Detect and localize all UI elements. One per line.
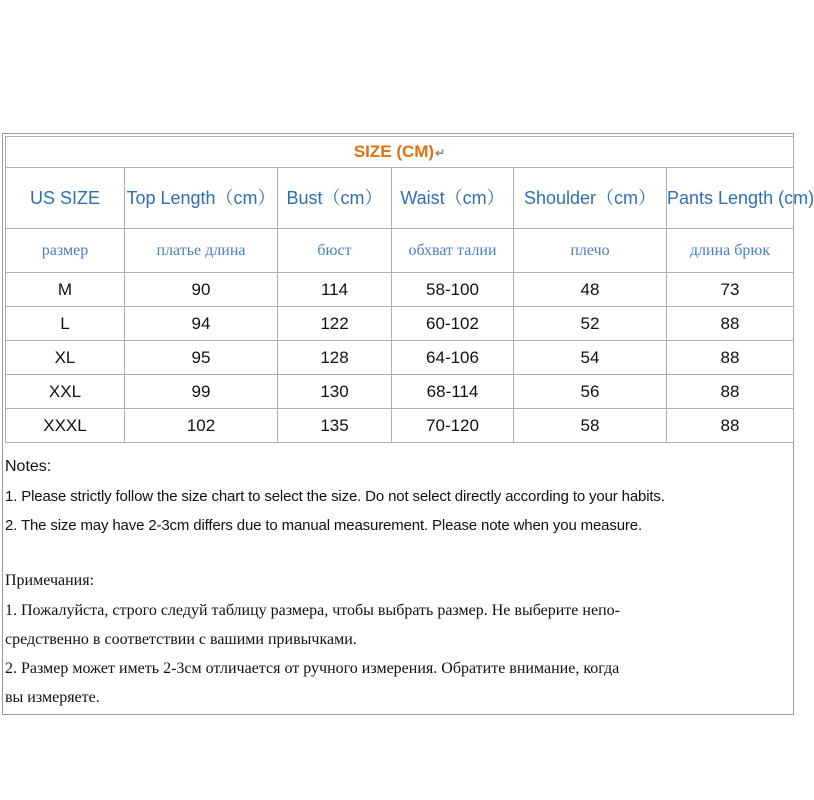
cell-top-length: 90 [125, 273, 278, 307]
cell-bust: 128 [278, 341, 392, 375]
cell-top-length: 99 [125, 375, 278, 409]
header-ru-waist: обхват талии [392, 229, 514, 273]
cell-pants-length: 88 [667, 341, 794, 375]
cell-waist: 58-100 [392, 273, 514, 307]
table-title-row [6, 137, 794, 168]
cell-pants-length: 88 [667, 409, 794, 443]
note-line: 1. Please strictly follow the size chart to select the size. Do not select directly according to your habits. [5, 488, 665, 505]
note-line-ru: средственно в соответствии с вашими привычками. [5, 631, 357, 648]
note-line: 2. The size may have 2-3cm differs due to manual measurement. Please note when you measure. [5, 517, 642, 534]
cell-bust: 114 [278, 273, 392, 307]
notes-section [5, 452, 791, 712]
header-pants-length: Pants Length (cm) [667, 168, 794, 229]
cell-bust: 135 [278, 409, 392, 443]
header-ru-size: размер [6, 229, 125, 273]
cell-top-length: 95 [125, 341, 278, 375]
header-ru-pants-length: длина брюк [667, 229, 794, 273]
table-row [6, 273, 794, 307]
cell-waist: 68-114 [392, 375, 514, 409]
cell-size: XL [6, 341, 125, 375]
cell-shoulder: 52 [514, 307, 667, 341]
table-row [6, 375, 794, 409]
header-bust: Bust（cm） [278, 168, 392, 229]
header-ru-shoulder: плечо [514, 229, 667, 273]
note-line-ru: 1. Пожалуйста, строго следуй таблицу размера, чтобы выбрать размер. Не выберите непо- [5, 602, 620, 619]
cell-shoulder: 56 [514, 375, 667, 409]
note-line-ru: 2. Размер может иметь 2-3см отличается от ручного измерения. Обратите внимание, когда [5, 660, 620, 677]
cell-size: XXL [6, 375, 125, 409]
cell-waist: 70-120 [392, 409, 514, 443]
header-ru-top-length: платье длина [125, 229, 278, 273]
cell-top-length: 102 [125, 409, 278, 443]
header-shoulder: Shoulder（cm） [514, 168, 667, 229]
table-row [6, 341, 794, 375]
cell-pants-length: 88 [667, 375, 794, 409]
cell-bust: 122 [278, 307, 392, 341]
cell-shoulder: 54 [514, 341, 667, 375]
notes-title-ru: Примечания: [5, 572, 95, 589]
size-chart [2, 133, 814, 715]
header-top-length: Top Length（cm） [125, 168, 278, 229]
header-us-size: US SIZE [6, 168, 125, 229]
cell-waist: 60-102 [392, 307, 514, 341]
cell-top-length: 94 [125, 307, 278, 341]
cell-waist: 64-106 [392, 341, 514, 375]
notes-title: Notes: [5, 458, 52, 475]
header-waist: Waist（cm） [392, 168, 514, 229]
cell-size: XXXL [6, 409, 125, 443]
table-row [6, 409, 794, 443]
header-ru-bust: бюст [278, 229, 392, 273]
table-title: SIZE (CM)↵ [6, 137, 794, 168]
header-row-ru [6, 229, 794, 273]
cell-bust: 130 [278, 375, 392, 409]
table-row [6, 307, 794, 341]
cell-size: M [6, 273, 125, 307]
cell-pants-length: 88 [667, 307, 794, 341]
header-row [6, 168, 794, 229]
cell-shoulder: 58 [514, 409, 667, 443]
cell-shoulder: 48 [514, 273, 667, 307]
cell-pants-length: 73 [667, 273, 794, 307]
note-line-ru: вы измеряете. [5, 689, 100, 706]
size-table [5, 136, 814, 443]
cell-size: L [6, 307, 125, 341]
